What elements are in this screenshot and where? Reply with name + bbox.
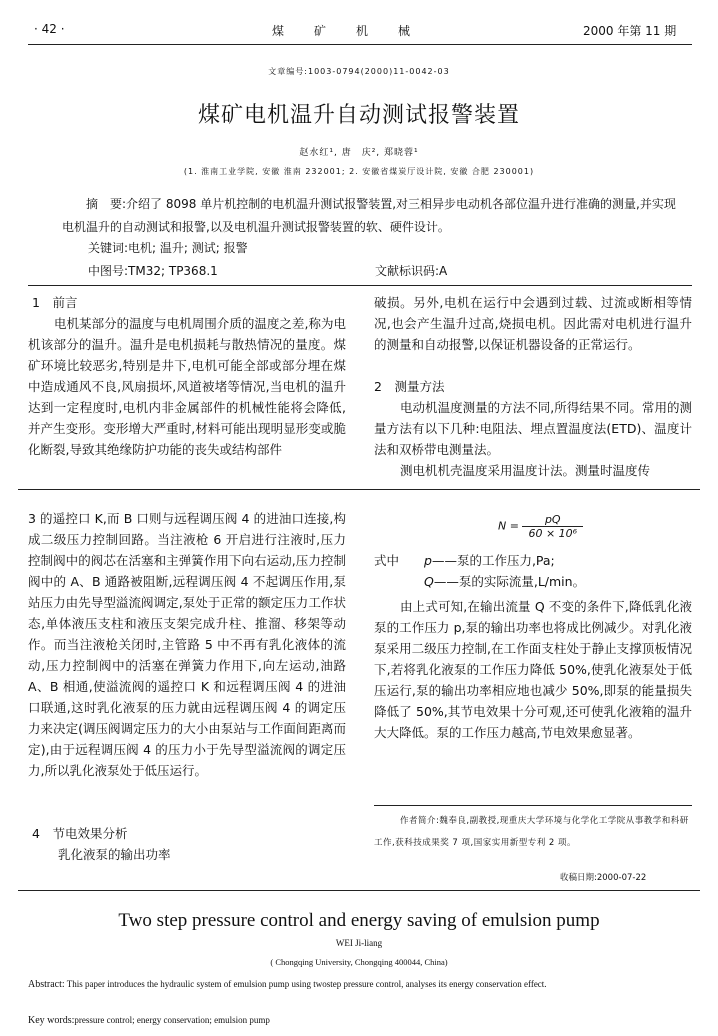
doc-number: 文章编号:1003-0794(2000)11-0042-03 [268, 67, 450, 76]
english-keywords-label: Key words: [28, 1015, 75, 1026]
issue-label: 2000 年第 11 期 [583, 24, 677, 38]
doc-code [375, 262, 447, 279]
where-label: 式中 [374, 553, 400, 568]
var-p-definition [424, 550, 555, 571]
english-affiliation: ( Chongqing University, Chongqing 400044, China) [270, 957, 448, 967]
doc-code-text: A [439, 264, 448, 278]
var-q-symbol: Q [424, 574, 434, 589]
abstract [62, 193, 676, 239]
article-boundary-rule [18, 489, 700, 490]
received-date: 收稿日期:2000-07-22 [560, 873, 647, 883]
author-list: 赵水红¹, 唐 庆², 郑晓蓉¹ [299, 148, 419, 158]
english-section-rule [18, 890, 700, 891]
affiliations: (1. 淮南工业学院, 安徽 淮南 232001; 2. 安徽省煤炭厅设计院, 安徽 合肥 230001) [183, 167, 535, 176]
lower-right-paragraph: 由上式可知,在输出流量 Q 不变的条件下,降低乳化液泵的工作压力 p,泵的输出功率也将成比例减少。对乳化液泵采用二级压力控制,在工作面支柱处于静止支撑顶板情况下,若将乳化液泵的工作压力降低 50%,使乳化液泵处于低压运行,泵的输出功率相应地也减少 50%,即泵的能量损失降低了 50%,其节电效果十分可观,还可使乳化液箱的温升大大降低。泵的工作压力越高,节电效果愈显著。 [374, 599, 692, 740]
author-note: 作者简介:魏奉良,副教授,现重庆大学环境与化学化工学院从事教学和科研工作,获科技成果奖 7 项,国家实用新型专利 2 项。 [374, 816, 689, 848]
var-p-desc: ——泵的工作压力,Pa; [431, 553, 555, 568]
header-rule [28, 44, 692, 45]
power-formula [498, 513, 583, 540]
lower-left-paragraph-2: 乳化液泵的输出功率 [58, 847, 171, 862]
english-abstract-text: This paper introduces the hydraulic system of emulsion pump using twostep pressure control, analyses its energy conservation effect. [66, 979, 547, 989]
english-keywords [28, 1015, 270, 1026]
footnote-rule [374, 805, 692, 806]
var-q-desc: ——泵的实际流量,L/min。 [433, 574, 586, 589]
keywords-text: 电机; 温升; 测试; 报警 [128, 241, 248, 255]
clc-text: TM32; TP368.1 [128, 264, 218, 278]
formula-numerator: pQ [522, 513, 583, 527]
section-1-heading: 1 前言 [32, 295, 78, 310]
upper-right-paragraph-3: 测电机机壳温度采用温度计法。测量时温度传 [400, 463, 651, 478]
keywords [88, 239, 248, 256]
english-keywords-text: pressure control; energy conservation; emulsion pump [74, 1015, 270, 1025]
keywords-label: 关键词: [88, 241, 129, 255]
lower-left-paragraph: 3 的遥控口 K,而 B 口则与远程调压阀 4 的进油口连接,构成二级压力控制回路。当注液枪 6 开启进行注液时,压力控制阀中的阀芯在活塞和主弹簧作用下向右运动,压力控制阀中的 A、B 通路被阻断,远程调压阀 4 不起调压作用,泵站压力由先导型溢流阀调定,泵处于正常的额定压力工作状态,单体液压支柱和液压支架完成升柱、推溜、移架等动作。而当注液枪关闭时,主管路 5 中不再有乳化液体的流动,压力控制阀中的活塞在弹簧力作用下,向左运动,油路 A、B 相通,使溢流阀的遥控口 K 和远程调压阀 4 的进油口联通,这时乳化液泵的压力就由远程调压阀 4 的调定压力来决定(调压阀调定压力的大小由泵站与工作面间距离而定),由于远程调压阀 4 的压力小于先导型溢流阀的调定压力,所以乳化液泵处于低压运行。 [28, 511, 346, 778]
formula-fraction [522, 513, 583, 540]
upper-left-paragraph: 电机某部分的温度与电机周围介质的温度之差,称为电机该部分的温升。温升是电机损耗与散热情况的量度。煤矿环境比较恶劣,特别是井下,电机可能全部或部分埋在煤中造成通风不良,风扇损坏,风道被堵等情况,当电机的温升达到一定程度时,电机内非金属部件的机械性能将会降低,并产生变形。变形增大严重时,材料可能出现明显形变或脆化断裂,导致其绝缘防护功能的丧失或结构部件 [28, 316, 346, 457]
abstract-text: 介绍了 8098 单片机控制的电机温升测试报警装置,对三相异步电动机各部位温升进行准确的测量,并实现电机温升的自动测试和报警,以及电机温升测试报警装置的软、硬件设计。 [62, 197, 676, 234]
clc-number [88, 262, 218, 279]
english-author: WEI Ji-liang [335, 938, 383, 948]
section-4-heading: 4 节电效果分析 [32, 826, 128, 841]
section-2-heading: 2 测量方法 [374, 379, 445, 394]
abstract-rule [28, 285, 692, 286]
var-q-definition [424, 571, 585, 592]
clc-label: 中图号: [88, 264, 129, 278]
upper-right-paragraph-1: 破损。另外,电机在运行中会遇到过载、过流或断相等情况,也会产生温升过高,烧损电机。因此需对电机进行温升的测量和自动报警,以保证机器设备的正常运行。 [374, 295, 692, 352]
english-abstract-label: Abstract: [28, 979, 65, 990]
page-number: · 42 · [34, 22, 65, 36]
english-title: Two step pressure control and energy saving of emulsion pump [118, 910, 600, 931]
var-p-symbol: p [424, 553, 432, 568]
journal-name: 煤 矿 机 械 [272, 24, 413, 38]
article-title: 煤矿电机温升自动测试报警装置 [197, 103, 520, 128]
english-abstract [28, 976, 692, 993]
abstract-label: 摘 要: [86, 197, 127, 211]
doc-code-label: 文献标识码: [375, 264, 440, 278]
formula-denominator: 60 × 10⁶ [528, 527, 578, 540]
upper-right-paragraph-2: 电动机温度测量的方法不同,所得结果不同。常用的测量方法有以下几种:电阻法、埋点置温度法(ETD)、温度计法和双桥带电测量法。 [374, 400, 692, 457]
formula-lhs: N = [498, 519, 519, 533]
